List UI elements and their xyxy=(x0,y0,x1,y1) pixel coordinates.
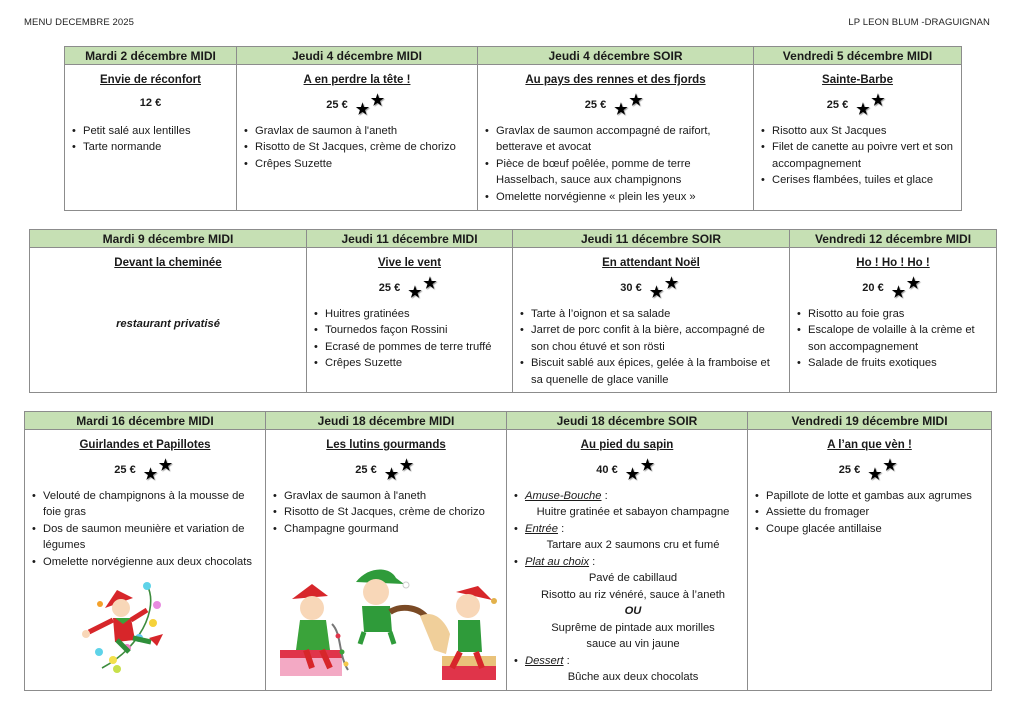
menu-theme: Ho ! Ho ! Ho ! xyxy=(856,257,930,269)
menu-cell xyxy=(790,248,997,393)
price: 25 € xyxy=(584,99,607,112)
course-item: • Amuse-Bouche : Huitre gratinée et sabayon champagne xyxy=(513,488,741,521)
star-icon: ★ xyxy=(158,456,173,474)
dish-item: • Escalope de volaille à la crème et son accompagnement xyxy=(796,322,990,355)
price: 12 € xyxy=(139,96,162,109)
price-row xyxy=(484,91,747,118)
dish-item: • Biscuit sablé aux épices, gelée à la framboise et sa quenelle de glace vanille xyxy=(519,355,783,388)
course-label: Amuse-Bouche xyxy=(525,489,602,502)
star-icon: ★ xyxy=(399,456,414,474)
star-icon: ★ xyxy=(370,91,385,109)
stars-rating-icon xyxy=(648,274,682,301)
stars-rating-icon xyxy=(406,274,440,301)
course-item: • Dessert : Bûche aux deux chocolats xyxy=(513,653,741,686)
price: 25 € xyxy=(378,282,401,295)
star-icon: ★ xyxy=(423,274,437,292)
dish-item: • Petit salé aux lentilles xyxy=(71,123,230,140)
dish-list xyxy=(272,488,500,538)
dish-item: • Omelette norvégienne « plein les yeux » xyxy=(484,189,747,206)
dish-item: • Jarret de porc confit à la bière, accompagné de son chou étuvé et son rösti xyxy=(519,322,783,355)
dish-item: • Salade de fruits exotiques xyxy=(796,355,990,372)
course-item: • Entrée : Tartare aux 2 saumons cru et fumé xyxy=(513,521,741,554)
menu-theme: Au pays des rennes et des fjords xyxy=(525,74,706,86)
price: 30 € xyxy=(620,282,642,295)
price: 25 € xyxy=(114,464,136,477)
star-icon: ★ xyxy=(868,465,882,483)
price: 20 € xyxy=(862,282,884,295)
menu-cell xyxy=(65,65,237,211)
dish-item: • Champagne gourmand xyxy=(272,521,500,538)
dish-item: • Velouté de champignons à la mousse de foie gras xyxy=(31,488,259,521)
course-label: Plat au choix xyxy=(525,555,590,568)
dish-item: • Papillote de lotte et gambas aux agrumes xyxy=(754,488,985,505)
dish-list xyxy=(796,306,990,372)
menu-cell xyxy=(754,65,962,211)
price-row xyxy=(313,274,506,301)
menu-week-2 xyxy=(29,229,997,393)
dish-item: • Gravlax de saumon à l'aneth xyxy=(272,488,500,505)
star-icon: ★ xyxy=(891,283,906,301)
menu-cell xyxy=(748,430,992,691)
menu-theme: Devant la cheminée xyxy=(114,257,222,269)
star-icon: ★ xyxy=(355,100,370,118)
star-icon: ★ xyxy=(664,274,679,292)
menu-cell xyxy=(237,65,478,211)
star-icon: ★ xyxy=(906,274,921,292)
course-item: • Plat au choix : Pavé de cabillaud Risotto au riz vénéré, sauce à l’aneth OU Suprême de pintade aux morilles sauce au vin jaune xyxy=(513,554,741,653)
day-heading: Jeudi 11 décembre SOIR xyxy=(513,230,790,248)
star-icon: ★ xyxy=(871,91,885,109)
menu-cell xyxy=(513,248,790,393)
dish-item: • Risotto aux St Jacques xyxy=(760,123,955,140)
price: 25 € xyxy=(826,99,849,112)
elf-with-lights-illustration xyxy=(77,580,192,675)
menu-week-3 xyxy=(24,411,992,691)
menu-theme: Les lutins gourmands xyxy=(326,439,446,451)
star-icon: ★ xyxy=(143,465,158,483)
day-heading: Jeudi 11 décembre MIDI xyxy=(307,230,513,248)
menu-cell xyxy=(266,430,507,691)
day-heading: Vendredi 12 décembre MIDI xyxy=(790,230,997,248)
menu-theme: Au pied du sapin xyxy=(580,439,674,451)
menu-cell xyxy=(507,430,748,691)
day-heading: Vendredi 5 décembre MIDI xyxy=(754,47,962,65)
menu-cell xyxy=(25,430,266,691)
price: 25 € xyxy=(326,99,348,112)
stars-rating-icon xyxy=(612,91,646,118)
dish-item: • Tournedos façon Rossini xyxy=(313,322,506,339)
dish-item: • Risotto de St Jacques, crème de chorizo xyxy=(272,504,500,521)
private-event-note: restaurant privatisé xyxy=(116,317,220,330)
three-elves-illustration xyxy=(272,564,502,686)
dish-list xyxy=(31,488,259,571)
menu-cell xyxy=(478,65,754,211)
menu-theme: En attendant Noël xyxy=(602,257,700,269)
day-heading: Vendredi 19 décembre MIDI xyxy=(748,412,992,430)
price: 25 € xyxy=(355,464,377,477)
dish-item: • Filet de canette au poivre vert et son accompagnement xyxy=(760,139,955,172)
menu-theme: Guirlandes et Papillotes xyxy=(79,439,211,451)
course-dish: Huitre gratinée et sabayon champagne xyxy=(536,506,730,518)
price-row xyxy=(71,95,230,117)
price: 25 € xyxy=(838,464,861,477)
price-row xyxy=(760,91,955,118)
dish-list xyxy=(519,306,783,389)
star-icon: ★ xyxy=(649,283,664,301)
price-row xyxy=(513,456,741,483)
menu-theme: A en perdre la tête ! xyxy=(303,74,411,86)
menu-theme: Sainte-Barbe xyxy=(822,74,893,86)
course-label: Entrée xyxy=(525,522,558,535)
stars-rating-icon xyxy=(866,456,900,483)
menu-cell xyxy=(307,248,513,393)
dish-item: • Tarte normande xyxy=(71,139,230,156)
dish-item: • Pièce de bœuf poêlée, pomme de terre Hasselbach, sauce aux champignons xyxy=(484,156,747,189)
dish-item: • Coupe glacée antillaise xyxy=(754,521,985,538)
choice-separator: OU xyxy=(624,605,642,617)
price-row xyxy=(31,456,259,483)
day-heading: Jeudi 18 décembre SOIR xyxy=(507,412,748,430)
stars-rating-icon xyxy=(624,456,658,483)
dish-list xyxy=(243,123,471,173)
dish-item: • Huitres gratinées xyxy=(313,306,506,323)
price-row xyxy=(272,456,500,483)
star-icon: ★ xyxy=(384,465,399,483)
day-heading: Jeudi 18 décembre MIDI xyxy=(266,412,507,430)
price: 40 € xyxy=(596,464,618,477)
star-icon: ★ xyxy=(640,456,655,474)
course-dish: Suprême de pintade aux morilles xyxy=(551,621,715,634)
stars-rating-icon xyxy=(354,91,388,118)
stars-rating-icon xyxy=(854,91,888,118)
course-label: Dessert xyxy=(525,654,564,667)
day-heading: Mardi 9 décembre MIDI xyxy=(30,230,307,248)
star-icon: ★ xyxy=(625,465,640,483)
dish-item: • Risotto au foie gras xyxy=(796,306,990,323)
day-heading: Mardi 16 décembre MIDI xyxy=(25,412,266,430)
school-name: LP LEON BLUM -DRAGUIGNAN xyxy=(848,17,990,28)
dish-list xyxy=(313,306,506,372)
stars-rating-icon xyxy=(383,456,417,483)
dish-list xyxy=(484,123,747,206)
price-row xyxy=(243,91,471,118)
day-heading: Jeudi 4 décembre MIDI xyxy=(237,47,478,65)
day-heading: Jeudi 4 décembre SOIR xyxy=(478,47,754,65)
menu-cell xyxy=(30,248,307,393)
dish-item: • Crêpes Suzette xyxy=(243,156,471,173)
dish-item: • Tarte à l’oignon et sa salade xyxy=(519,306,783,323)
dish-list xyxy=(754,488,985,538)
menu-theme: Vive le vent xyxy=(377,257,442,269)
course-dish: Pavé de cabillaud xyxy=(588,572,678,584)
dish-item: • Risotto de St Jacques, crème de chorizo xyxy=(243,139,471,156)
dish-item: • Dos de saumon meunière et variation de légumes xyxy=(31,521,259,554)
stars-rating-icon xyxy=(890,274,924,301)
course-dish: sauce au vin jaune xyxy=(586,638,680,650)
dish-item: • Cerises flambées, tuiles et glace xyxy=(760,172,955,189)
dish-item: • Assiette du fromager xyxy=(754,504,985,521)
dish-item: • Crêpes Suzette xyxy=(313,355,506,372)
star-icon: ★ xyxy=(614,100,628,118)
dish-item: • Gravlax de saumon accompagné de raifort, betterave et avocat xyxy=(484,123,747,156)
star-icon: ★ xyxy=(408,283,422,301)
course-dish: Risotto au riz vénéré, sauce à l’aneth xyxy=(540,588,726,601)
day-heading: Mardi 2 décembre MIDI xyxy=(65,47,237,65)
star-icon: ★ xyxy=(629,91,643,109)
menu-theme: A l’an que vèn ! xyxy=(827,439,912,451)
dish-item: • Omelette norvégienne aux deux chocolats xyxy=(31,554,259,571)
stars-rating-icon xyxy=(142,456,176,483)
document-title: MENU DECEMBRE 2025 xyxy=(24,17,135,28)
price-row xyxy=(796,274,990,301)
star-icon: ★ xyxy=(856,100,870,118)
menu-week-1 xyxy=(64,46,962,211)
star-icon: ★ xyxy=(883,456,897,474)
dish-item: • Gravlax de saumon à l'aneth xyxy=(243,123,471,140)
dish-list xyxy=(71,123,230,156)
dish-item: • Ecrasé de pommes de terre truffé xyxy=(313,339,506,356)
course-dish: Bûche aux deux chocolats xyxy=(567,671,699,683)
dish-list xyxy=(760,123,955,189)
menu-theme: Envie de réconfort xyxy=(100,74,201,86)
course-list xyxy=(513,488,741,686)
course-dish: Tartare aux 2 saumons cru et fumé xyxy=(546,539,720,551)
price-row xyxy=(519,274,783,301)
price-row xyxy=(754,456,985,483)
